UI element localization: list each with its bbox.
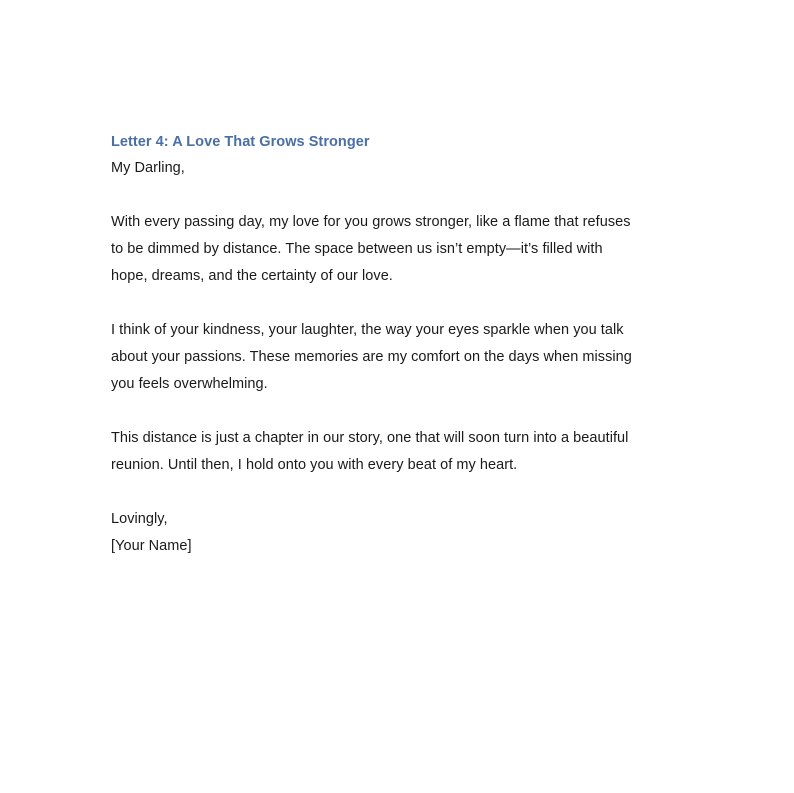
paragraph-line: This distance is just a chapter in our story, one that will soon turn into a beautiful: [111, 430, 629, 446]
letter-title: Letter 4: A Love That Grows Stronger: [111, 134, 370, 150]
paragraph-line: I think of your kindness, your laughter, the way your eyes sparkle when you talk: [111, 322, 624, 338]
paragraph-spacer: [111, 290, 711, 317]
paragraph-line: to be dimmed by distance. The space between us isn’t empty—it’s filled with: [111, 241, 603, 257]
paragraph-line: With every passing day, my love for you grows stronger, like a flame that refuses: [111, 214, 631, 230]
paragraph-spacer: [111, 182, 711, 209]
paragraph-spacer: [111, 479, 711, 506]
letter-closing: Lovingly,: [111, 511, 168, 527]
letter-salutation: My Darling,: [111, 160, 185, 176]
letter-signature: [Your Name]: [111, 538, 192, 554]
paragraph-line: reunion. Until then, I hold onto you with every beat of my heart.: [111, 457, 518, 473]
paragraph-spacer: [111, 398, 711, 425]
paragraph-line: you feels overwhelming.: [111, 376, 268, 392]
paragraph-2: [111, 317, 711, 398]
paragraph-line: hope, dreams, and the certainty of our love.: [111, 268, 393, 284]
paragraph-3: [111, 425, 711, 479]
paragraph-line: about your passions. These memories are my comfort on the days when missing: [111, 349, 632, 365]
paragraph-1: [111, 209, 711, 290]
letter-body: [111, 129, 711, 560]
